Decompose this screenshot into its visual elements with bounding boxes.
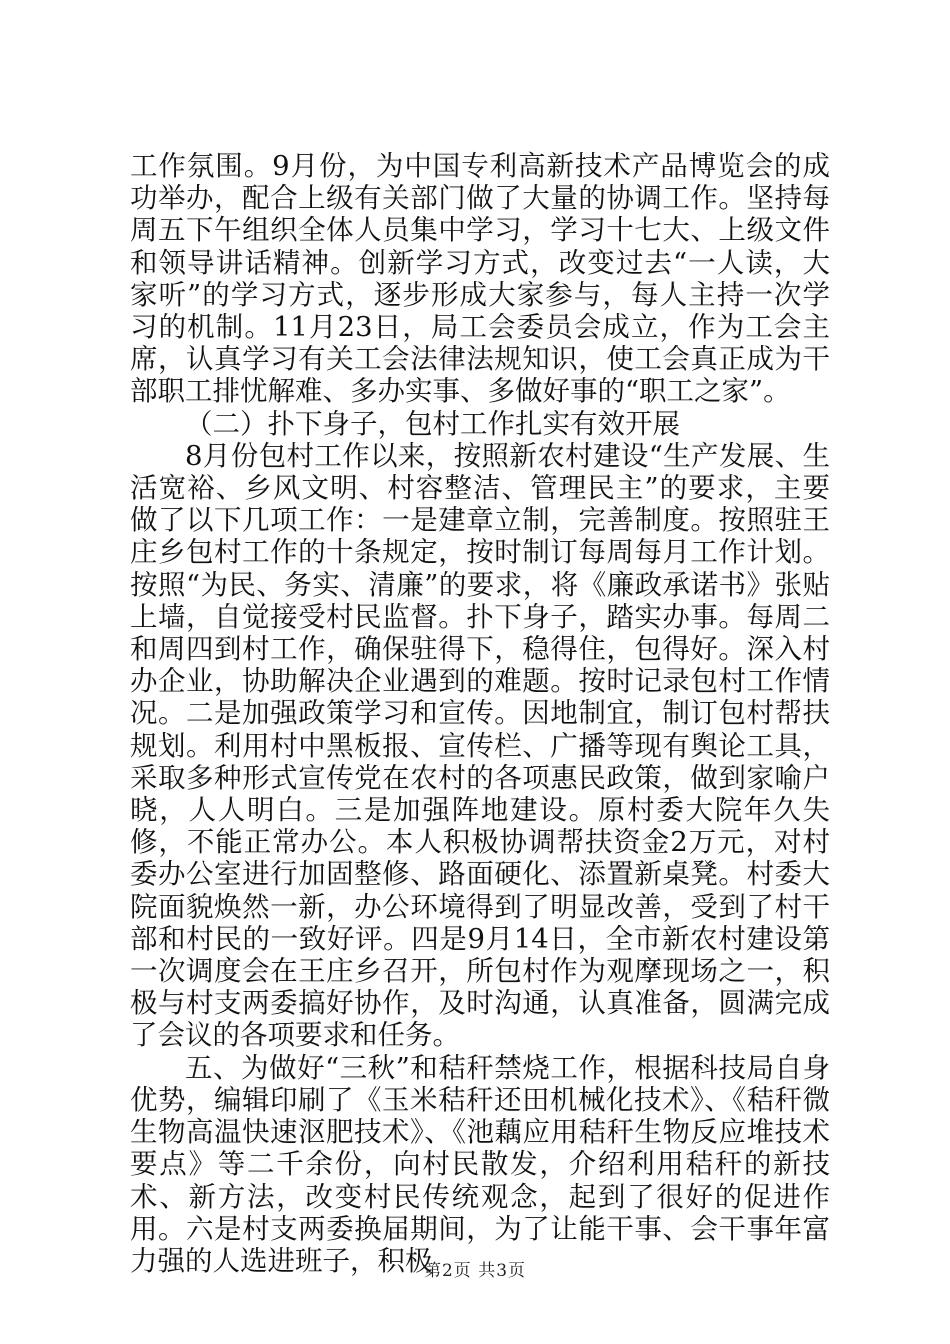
paragraph-continuation: 工作氛围。9月份，为中国专利高新技术产品博览会的成功举办，配合上级有关部门做了大量的协调工作。坚持每周五下午组织全体人员集中学习，学习十七大、上级文件和领导讲话精神。创新学习方式，改变过去“一人读，大家听”的学习方式，逐步形成大家参与，每人主持一次学习的机制。11月23日，局工会委员会成立，作为工会主席，认真学习有关工会法律法规知识，使工会真正成为干部职工排忧解难、多办实事、多做好事的“职工之家”。 xyxy=(130,150,830,408)
paragraph-village-work: 8月份包村工作以来，按照新农村建设“生产发展、生活宽裕、乡风文明、村容整洁、管理民主”的要求，主要做了以下几项工作：一是建章立制，完善制度。按照驻王庄乡包村工作的十条规定，按时制订每周每月工作计划。按照“为民、务实、清廉”的要求，将《廉政承诺书》张贴上墙，自觉接受村民监督。扑下身子，踏实办事。每周二和周四到村工作，确保驻得下，稳得住，包得好。深入村办企业，协助解决企业遇到的难题。按时记录包村工作情况。二是加强政策学习和宣传。因地制宜，制订包村帮扶规划。利用村中黑板报、宣传栏、广播等现有舆论工具，采取多种形式宣传党在农村的各项惠民政策，做到家喻户晓，人人明白。三是加强阵地建设。原村委大院年久失修，不能正常办公。本人积极协调帮扶资金2万元，对村委办公室进行加固整修、路面硬化、添置新桌凳。村委大院面貌焕然一新，办公环境得到了明显改善，受到了村干部和村民的一致好评。四是9月14日，全市新农村建设第一次调度会在王庄乡召开，所包村作为观摩现场之一，积极与村支两委搞好协作，及时沟通，认真准备，圆满完成了会议的各项要求和任务。 xyxy=(130,439,830,1052)
section-heading: （二）扑下身子，包村工作扎实有效开展 xyxy=(185,407,680,440)
page-number-footer: 第2页 共3页 xyxy=(423,1261,527,1281)
paragraph-straw-work: 五、为做好“三秋”和秸秆禁烧工作，根据科技局自身优势，编辑印刷了《玉米秸秆还田机械化技术》、《秸秆微生物高温快速沤肥技术》、《池藕应用秸秆生物反应堆技术要点》等二千余份，向村民散发，介绍利用秸秆的新技术、新方法，改变村民传统观念，起到了很好的促进作用。六是村支两委换届期间，为了让能干事、会干事年富力强的人选进班子，积极 xyxy=(130,1051,830,1277)
document-body xyxy=(130,150,830,1277)
